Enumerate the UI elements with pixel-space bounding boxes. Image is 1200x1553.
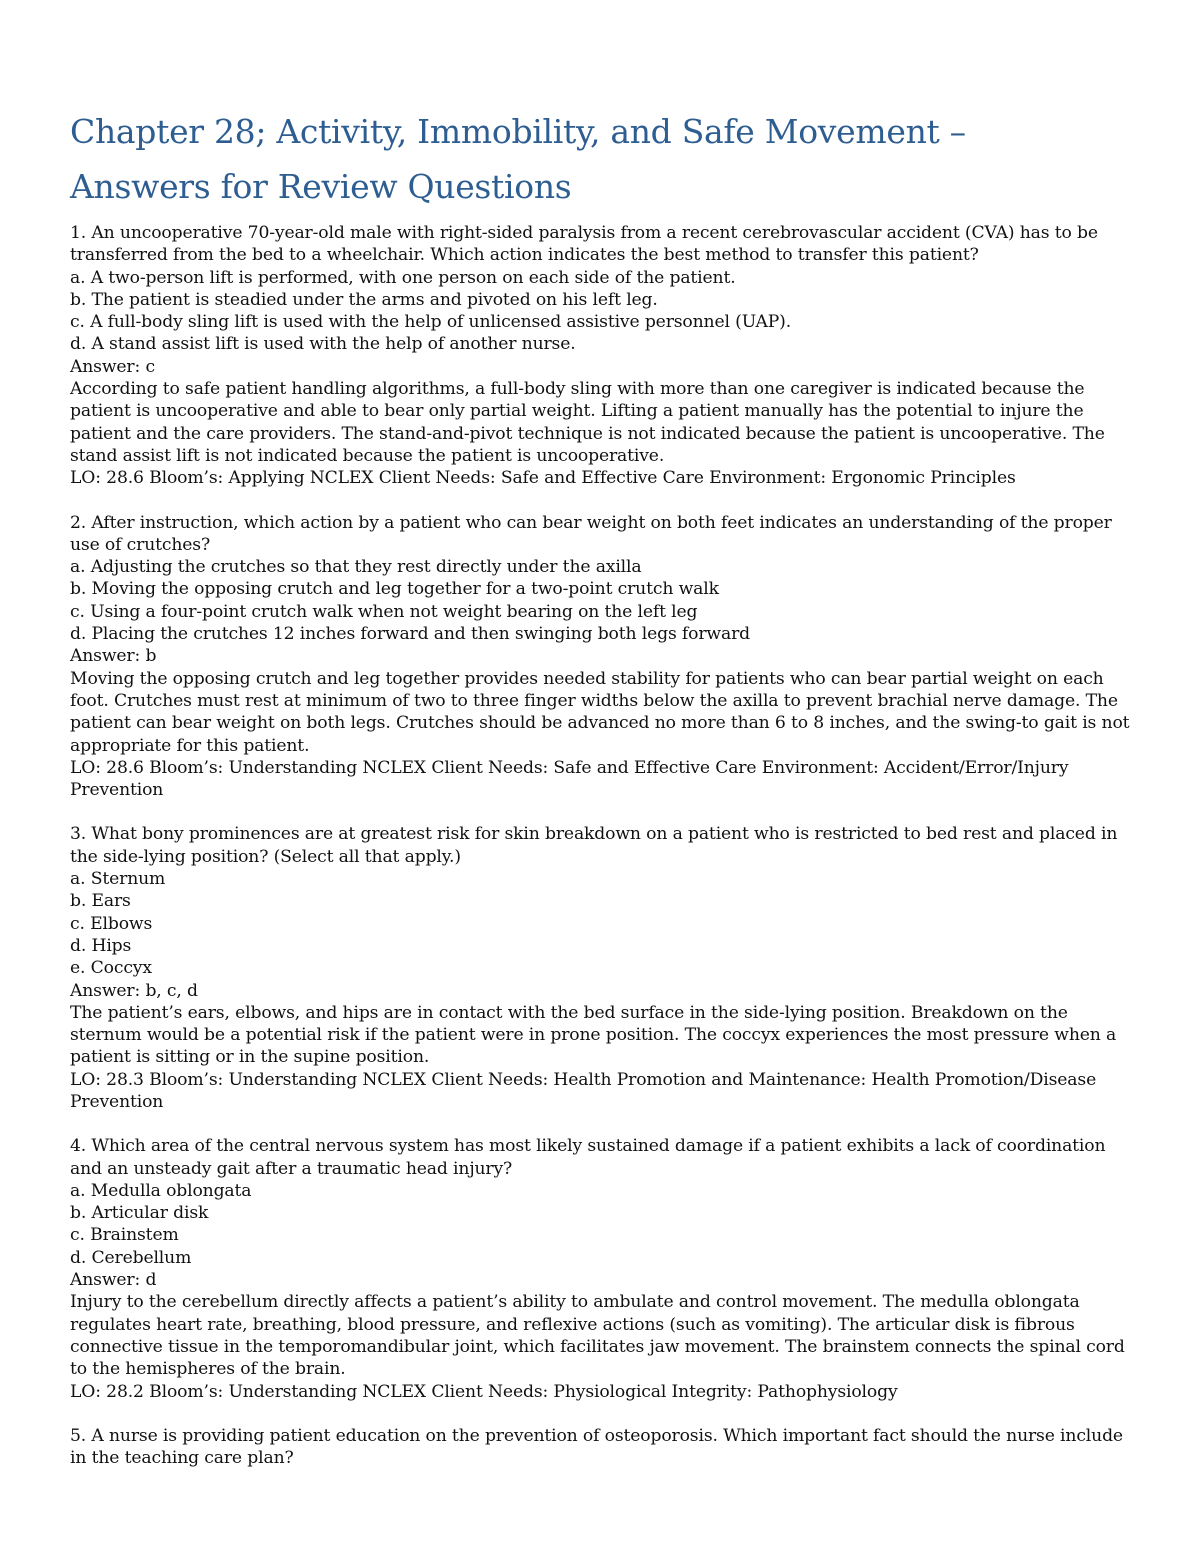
answer-option-d: d. A stand assist lift is used with the help of another nurse. xyxy=(70,334,576,355)
answer-option-c: c. A full-body sling lift is used with the help of unlicensed assistive personnel (UAP). xyxy=(70,312,792,333)
question-stem: 1. An uncooperative 70-year-old male with right-sided paralysis from a recent cerebrovascular accident (CVA) has to be transferred from the bed to a wheelchair. Which action indicates the best method to transfer this patient? xyxy=(70,223,1098,266)
answer-option-d: d. Hips xyxy=(70,935,132,956)
answer-option-e: e. Coccyx xyxy=(70,958,152,979)
learning-objective: LO: 28.3 Bloom’s: Understanding NCLEX Client Needs: Health Promotion and Maintenance: Health Promotion/Disease Prevention xyxy=(70,1069,1097,1112)
document-page xyxy=(70,104,1132,1491)
page-title-line-2: Answers for Review Questions xyxy=(70,167,572,206)
question-1 xyxy=(70,222,1132,490)
question-stem: 2. After instruction, which action by a patient who can bear weight on both feet indicates an understanding of the proper use of crutches? xyxy=(70,512,1112,555)
learning-objective: LO: 28.2 Bloom’s: Understanding NCLEX Client Needs: Physiological Integrity: Pathophysiology xyxy=(70,1381,898,1402)
question-4 xyxy=(70,1135,1132,1403)
answer-option-c: c. Using a four-point crutch walk when not weight bearing on the left leg xyxy=(70,601,698,622)
question-3 xyxy=(70,823,1132,1113)
rationale: Injury to the cerebellum directly affects a patient’s ability to ambulate and control movement. The medulla oblongata regulates heart rate, breathing, blood pressure, and reflexive actions (such as vomiting). The articular disk is fibrous connective tissue in the temporomandibular joint, which facilitates jaw movement. The brainstem connects the spinal cord to the hemispheres of the brain. xyxy=(70,1292,1125,1380)
answer-option-c: c. Elbows xyxy=(70,913,153,934)
rationale: According to safe patient handling algorithms, a full-body sling with more than one caregiver is indicated because the patient is uncooperative and able to bear only partial weight. Lifting a patient manually has the potential to injure the patient and the care providers. The stand-and-pivot technique is not indicated because the patient is uncooperative. The stand assist lift is not indicated because the patient is uncooperative. xyxy=(70,379,1105,466)
answer-option-d: d. Placing the crutches 12 inches forward and then swinging both legs forward xyxy=(70,624,750,645)
learning-objective: LO: 28.6 Bloom’s: Applying NCLEX Client Needs: Safe and Effective Care Environment: Ergonomic Principles xyxy=(70,468,1016,489)
answer-option-c: c. Brainstem xyxy=(70,1225,179,1246)
correct-answer: Answer: b, c, d xyxy=(70,980,198,1001)
answer-option-b: b. Moving the opposing crutch and leg together for a two-point crutch walk xyxy=(70,579,719,600)
answer-option-b: b. Ears xyxy=(70,891,131,912)
page-title-line-1: Chapter 28; Activity, Immobility, and Safe Movement – xyxy=(70,112,966,151)
answer-option-d: d. Cerebellum xyxy=(70,1247,192,1268)
correct-answer: Answer: b xyxy=(70,646,157,667)
answer-option-b: b. Articular disk xyxy=(70,1203,209,1224)
question-2 xyxy=(70,512,1132,802)
answer-option-a: a. Sternum xyxy=(70,869,166,890)
page-title xyxy=(70,104,1132,214)
correct-answer: Answer: c xyxy=(70,356,155,377)
question-5 xyxy=(70,1425,1132,1470)
answer-option-a: a. Adjusting the crutches so that they rest directly under the axilla xyxy=(70,557,642,578)
correct-answer: Answer: d xyxy=(70,1270,157,1291)
answer-option-a: a. A two-person lift is performed, with one person on each side of the patient. xyxy=(70,267,736,288)
answer-option-a: a. Medulla oblongata xyxy=(70,1180,252,1201)
question-stem: 3. What bony prominences are at greatest risk for skin breakdown on a patient who is restricted to bed rest and placed in the side-lying position? (Select all that apply.) xyxy=(70,824,1118,867)
answer-option-b: b. The patient is steadied under the arms and pivoted on his left leg. xyxy=(70,289,658,310)
question-stem: 4. Which area of the central nervous system has most likely sustained damage if a patient exhibits a lack of coordination and an unsteady gait after a traumatic head injury? xyxy=(70,1136,1106,1179)
rationale: The patient’s ears, elbows, and hips are in contact with the bed surface in the side-lying position. Breakdown on the sternum would be a potential risk if the patient were in prone position. The coccyx experiences the most pressure when a patient is sitting or in the supine position. xyxy=(70,1002,1117,1068)
question-stem: 5. A nurse is providing patient education on the prevention of osteoporosis. Which important fact should the nurse include in the teaching care plan? xyxy=(70,1425,1123,1469)
learning-objective: LO: 28.6 Bloom’s: Understanding NCLEX Client Needs: Safe and Effective Care Environment: Accident/Error/Injury Prevention xyxy=(70,757,1069,801)
rationale: Moving the opposing crutch and leg together provides needed stability for patients who can bear partial weight on each foot. Crutches must rest at minimum of two to three finger widths below the axilla to prevent brachial nerve damage. The patient can bear weight on both legs. Crutches should be advanced no more than 6 to 8 inches, and the swing-to gait is not appropriate for this patient. xyxy=(70,668,1130,756)
